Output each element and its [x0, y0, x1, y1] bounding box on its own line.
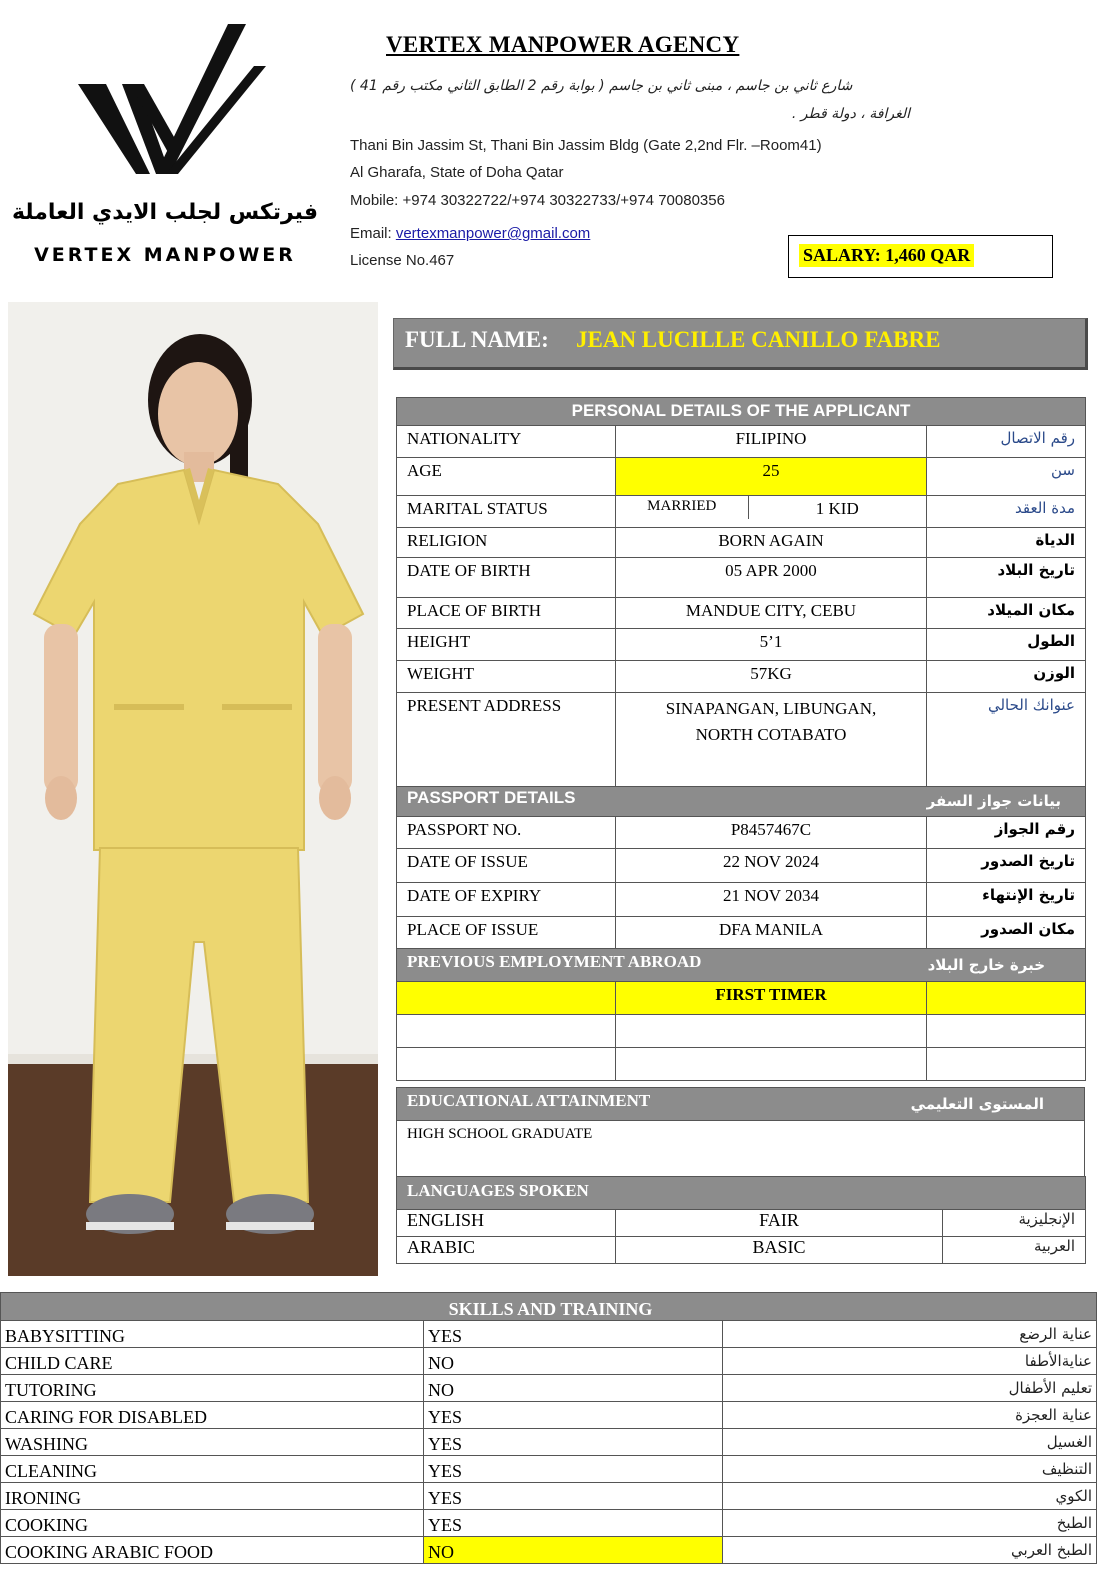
applicant-photo: [8, 302, 378, 1276]
skill-name: COOKING: [1, 1510, 424, 1537]
marital-status-label: MARITAL STATUS: [397, 496, 616, 528]
skill-value: NO: [424, 1375, 723, 1402]
employment-value: FIRST TIMER: [616, 982, 927, 1015]
language-arabic: الإنجليزية: [943, 1210, 1086, 1237]
religion-label: RELIGION: [397, 528, 616, 558]
place-of-birth-label: PLACE OF BIRTH: [397, 598, 616, 629]
education-header: [397, 1088, 1085, 1121]
languages-table: [396, 1176, 1086, 1264]
skill-row: [1, 1537, 1097, 1564]
date-of-issue-row: [397, 849, 1086, 883]
religion-row: [397, 528, 1086, 558]
passport-header-row: [397, 787, 1086, 817]
skill-value: YES: [424, 1429, 723, 1456]
email-line: [350, 225, 590, 242]
date-of-birth-row: [397, 558, 1086, 598]
skill-value: YES: [424, 1456, 723, 1483]
skill-value: NO: [424, 1348, 723, 1375]
full-name-value: JEAN LUCILLE CANILLO FABRE: [576, 327, 941, 352]
skill-value: YES: [424, 1321, 723, 1348]
skill-arabic: الكوي: [723, 1483, 1097, 1510]
skills-title: SKILLS AND TRAINING: [1, 1293, 1097, 1321]
language-row: [397, 1210, 1086, 1237]
skill-arabic: تعليم الأطفال: [723, 1375, 1097, 1402]
date-of-issue-value: 22 NOV 2024: [616, 849, 927, 883]
skill-row: [1, 1456, 1097, 1483]
address-english-line-1: Thani Bin Jassim St, Thani Bin Jassim Bldg (Gate 2,2nd Flr. –Room41): [350, 137, 822, 154]
nationality-label: NATIONALITY: [397, 426, 616, 458]
skill-row: [1, 1348, 1097, 1375]
passport-number-value: P8457467C: [616, 817, 927, 849]
skill-value: YES: [424, 1510, 723, 1537]
education-title-arabic: المستوى التعليمي: [910, 1095, 1044, 1113]
weight-arabic: الوزن: [927, 661, 1086, 693]
age-row: [397, 458, 1086, 496]
education-value: HIGH SCHOOL GRADUATE: [397, 1121, 1085, 1177]
skill-arabic: الطبخ: [723, 1510, 1097, 1537]
skill-row: [1, 1483, 1097, 1510]
personal-details-header-row: [397, 398, 1086, 426]
place-of-issue-label: PLACE OF ISSUE: [397, 917, 616, 949]
education-header-row: [397, 1088, 1085, 1121]
skill-name: CHILD CARE: [1, 1348, 424, 1375]
skill-name: CARING FOR DISABLED: [1, 1402, 424, 1429]
place-of-birth-value: MANDUE CITY, CEBU: [616, 598, 927, 629]
date-of-expiry-label: DATE OF EXPIRY: [397, 883, 616, 917]
date-of-issue-arabic: تاريخ الصدور: [927, 849, 1086, 883]
language-arabic: العربية: [943, 1237, 1086, 1264]
skills-header-row: [1, 1293, 1097, 1321]
mobile-numbers: Mobile: +974 30322722/+974 30322733/+974 70080356: [350, 192, 725, 209]
language-row: [397, 1237, 1086, 1264]
skill-name: WASHING: [1, 1429, 424, 1456]
nationality-value: FILIPINO: [616, 426, 927, 458]
languages-title: LANGUAGES SPOKEN: [397, 1177, 1086, 1210]
language-level: BASIC: [616, 1237, 943, 1264]
salary-value: SALARY: 1,460 QAR: [799, 244, 974, 267]
skill-name: CLEANING: [1, 1456, 424, 1483]
date-of-issue-label: DATE OF ISSUE: [397, 849, 616, 883]
salary-box: [788, 235, 1053, 278]
skill-arabic: عنايةالأطفا: [723, 1348, 1097, 1375]
employment-row-3: [397, 1048, 1086, 1081]
place-of-issue-arabic: مكان الصدور: [927, 917, 1086, 949]
logo-arabic-text: فيرتكس لجلب الايدي العاملة: [11, 200, 319, 225]
email-label: Email:: [350, 225, 396, 242]
present-address-line-1: SINAPANGAN, LIBUNGAN,: [665, 699, 877, 718]
skill-arabic: الطبخ العربي: [723, 1537, 1097, 1564]
skill-arabic: عناية العجزة: [723, 1402, 1097, 1429]
nationality-row: [397, 426, 1086, 458]
skills-table: [0, 1292, 1097, 1564]
full-name-label: FULL NAME:: [405, 327, 549, 352]
marital-kids-value: 1 KID: [815, 499, 859, 518]
employment-header-row: [397, 949, 1086, 982]
email-link[interactable]: vertexmanpower@gmail.com: [395, 225, 591, 242]
passport-number-arabic: رقم الجواز: [927, 817, 1086, 849]
skill-name: COOKING ARABIC FOOD: [1, 1537, 424, 1564]
skill-name: TUTORING: [1, 1375, 424, 1402]
nationality-arabic: رقم الاتصال: [927, 426, 1086, 458]
religion-value: BORN AGAIN: [616, 528, 927, 558]
skill-arabic: عناية الرضع: [723, 1321, 1097, 1348]
date-of-birth-value: 05 APR 2000: [616, 558, 927, 598]
skill-value: YES: [424, 1402, 723, 1429]
date-of-expiry-row: [397, 883, 1086, 917]
employment-row-1: [397, 982, 1086, 1015]
marital-status-value: MARRIED: [616, 496, 748, 519]
date-of-expiry-arabic: تاريخ الإنتهاء: [927, 883, 1086, 917]
employment-row-2: [397, 1015, 1086, 1048]
personal-details-title: PERSONAL DETAILS OF THE APPLICANT: [397, 398, 1086, 426]
height-arabic: الطول: [927, 629, 1086, 661]
marital-status-arabic: مدة العقد: [927, 496, 1086, 528]
date-of-birth-arabic: تاريخ البلاد: [927, 558, 1086, 598]
full-name-bar: [393, 318, 1088, 370]
employment-title-arabic: خبرة خارج البلاد: [927, 956, 1045, 974]
passport-details-title-arabic: بيانات جواز السفر: [926, 792, 1061, 810]
age-arabic: سن: [927, 458, 1086, 496]
present-address-line-2: NORTH COTABATO: [695, 725, 847, 744]
address-arabic-line-1: شارع ثاني بن جاسم ، مبنى ثاني بن جاسم ( بوابة رقم 2 الطابق الثاني مكتب رقم 41 ): [350, 78, 853, 94]
weight-row: [397, 661, 1086, 693]
present-address-label: PRESENT ADDRESS: [397, 693, 616, 787]
passport-details-title: PASSPORT DETAILS: [407, 788, 576, 807]
language-name: ARABIC: [397, 1237, 616, 1264]
skill-row: [1, 1321, 1097, 1348]
agency-name: VERTEX MANPOWER AGENCY: [386, 32, 740, 57]
height-value: 5’1: [616, 629, 927, 661]
skill-row: [1, 1402, 1097, 1429]
skill-row: [1, 1510, 1097, 1537]
skill-name: BABYSITTING: [1, 1321, 424, 1348]
skill-value: YES: [424, 1483, 723, 1510]
language-level: FAIR: [616, 1210, 943, 1237]
age-label: AGE: [397, 458, 616, 496]
marital-status-cell: [616, 496, 927, 528]
skill-value: NO: [424, 1537, 723, 1564]
weight-label: WEIGHT: [397, 661, 616, 693]
passport-number-label: PASSPORT NO.: [397, 817, 616, 849]
language-name: ENGLISH: [397, 1210, 616, 1237]
education-title: EDUCATIONAL ATTAINMENT: [407, 1091, 651, 1110]
skill-row: [1, 1375, 1097, 1402]
marital-status-row: [397, 496, 1086, 528]
age-value: 25: [616, 458, 927, 496]
height-label: HEIGHT: [397, 629, 616, 661]
address-arabic-line-2: الغرافة ، دولة قطر .: [791, 106, 910, 122]
height-row: [397, 629, 1086, 661]
employment-title: PREVIOUS EMPLOYMENT ABROAD: [407, 952, 702, 971]
skill-arabic: التنظيف: [723, 1456, 1097, 1483]
religion-arabic: الدياة: [927, 528, 1086, 558]
place-of-birth-row: [397, 598, 1086, 629]
education-value-row: [397, 1121, 1085, 1177]
passport-details-header: [397, 787, 1086, 817]
languages-header-row: [397, 1177, 1086, 1210]
logo-english-text: VERTEX MANPOWER: [34, 244, 296, 266]
skill-row: [1, 1429, 1097, 1456]
employment-header: [397, 949, 1086, 982]
license-number: License No.467: [350, 252, 455, 269]
personal-details-table: [396, 397, 1086, 1081]
education-table: [396, 1087, 1085, 1177]
place-of-issue-value: DFA MANILA: [616, 917, 927, 949]
address-english-line-2: Al Gharafa, State of Doha Qatar: [350, 164, 564, 181]
passport-number-row: [397, 817, 1086, 849]
skill-name: IRONING: [1, 1483, 424, 1510]
present-address-arabic: عنوانك الحالي: [927, 693, 1086, 787]
date-of-expiry-value: 21 NOV 2034: [616, 883, 927, 917]
present-address-row: [397, 693, 1086, 787]
weight-value: 57KG: [616, 661, 927, 693]
place-of-birth-arabic: مكان الميلاد: [927, 598, 1086, 629]
vertex-w-logo-icon: [78, 24, 268, 194]
place-of-issue-row: [397, 917, 1086, 949]
agency-logo: [0, 10, 330, 280]
skill-arabic: الغسيل: [723, 1429, 1097, 1456]
present-address-value: [616, 693, 927, 787]
date-of-birth-label: DATE OF BIRTH: [397, 558, 616, 598]
